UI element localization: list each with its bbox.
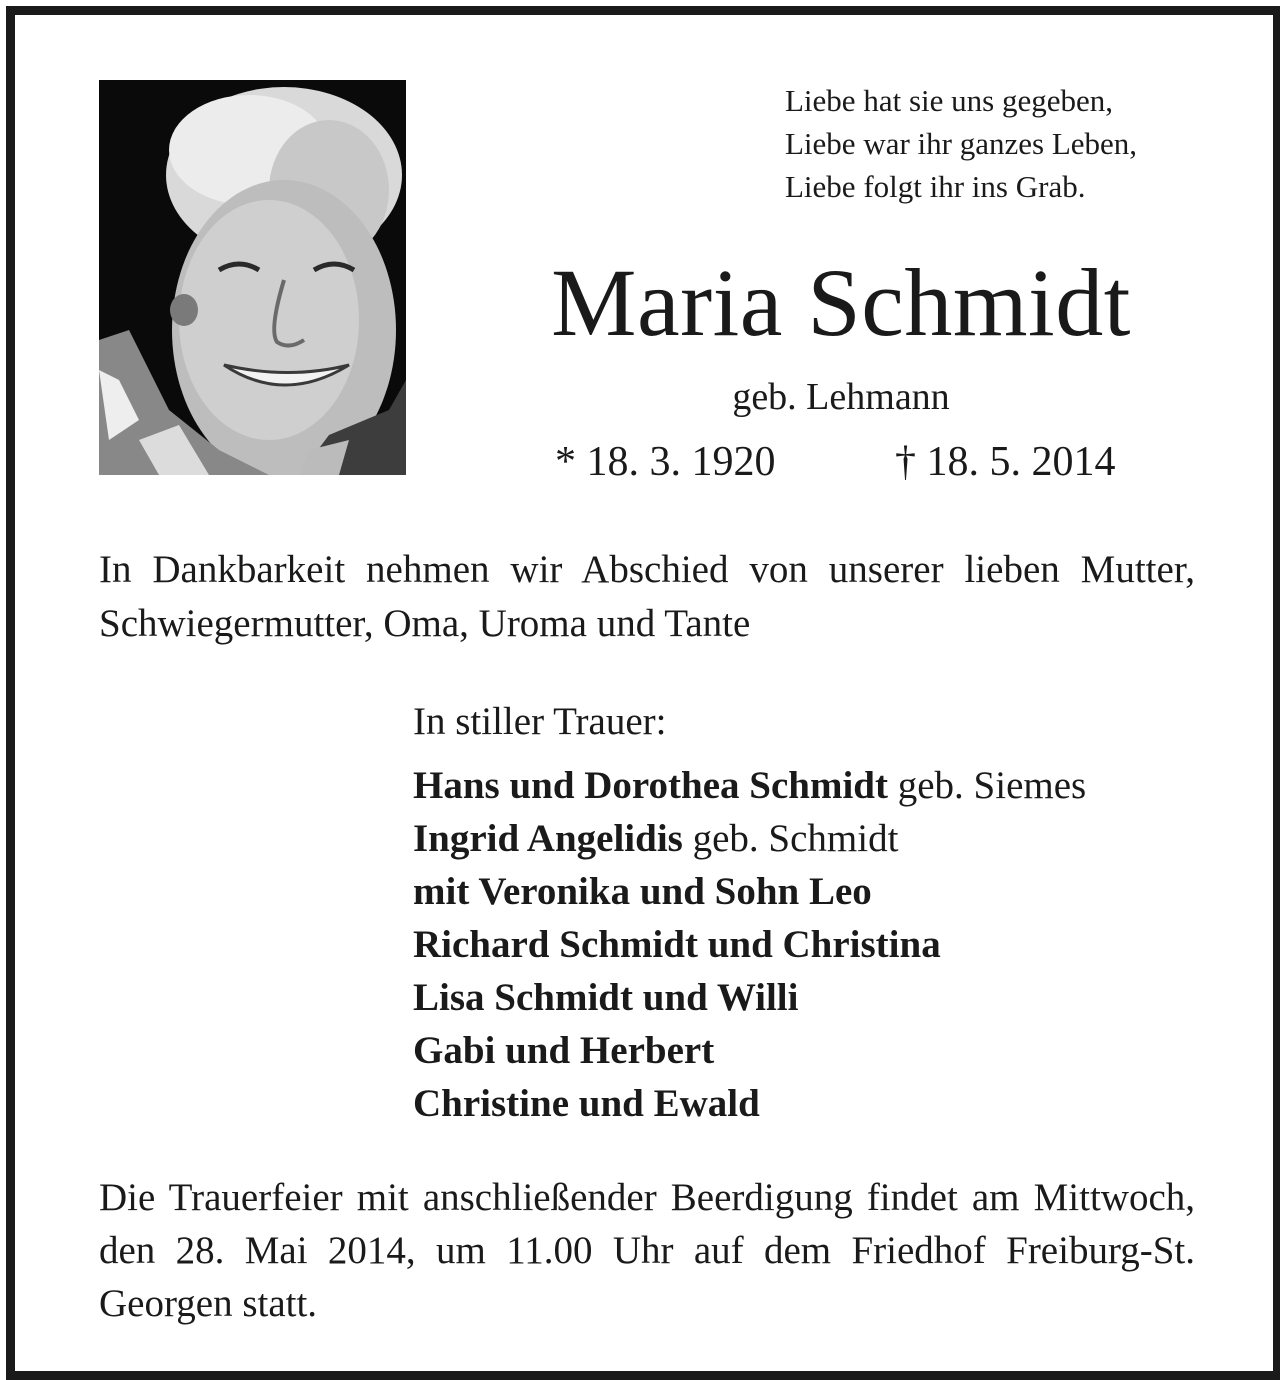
mourner-entry: mit Veronika und Sohn Leo	[413, 870, 872, 913]
mourner-entry: Ingrid Angelidis geb. Schmidt	[413, 817, 899, 860]
mourner-entry: Gabi und Herbert	[413, 1029, 715, 1072]
poem-line: Liebe folgt ihr ins Grab.	[785, 169, 1086, 204]
mourners-list	[413, 759, 1213, 1130]
poem-line: Liebe hat sie uns gegeben,	[785, 83, 1113, 118]
funeral-notice: Die Trauerfeier mit anschließender Beerdigung findet am Mittwoch, den 28. Mai 2014, um 11.00 Uhr auf dem Friedhof Freiburg-St. Georgen statt.	[99, 1176, 1195, 1325]
deceased-name: Maria Schmidt	[551, 249, 1131, 356]
obituary-frame	[6, 6, 1280, 1380]
birth-date: * 18. 3. 1920	[555, 439, 776, 485]
memorial-poem	[785, 79, 1225, 208]
mourner-entry: Richard Schmidt und Christina	[413, 923, 941, 966]
maiden-name: geb. Lehmann	[732, 376, 950, 418]
poem-line: Liebe war ihr ganzes Leben,	[785, 126, 1138, 161]
portrait-photo	[99, 80, 406, 475]
grief-heading: In stiller Trauer:	[413, 700, 667, 743]
death-date: † 18. 5. 2014	[895, 439, 1116, 485]
mourner-entry: Lisa Schmidt und Willi	[413, 976, 799, 1019]
mourner-entry: Christine und Ewald	[413, 1082, 760, 1125]
farewell-text: In Dankbarkeit nehmen wir Abschied von unserer lieben Mutter, Schwiegermutter, Oma, Uroma und Tante	[99, 548, 1195, 645]
mourner-entry: Hans und Dorothea Schmidt geb. Siemes	[413, 764, 1087, 807]
